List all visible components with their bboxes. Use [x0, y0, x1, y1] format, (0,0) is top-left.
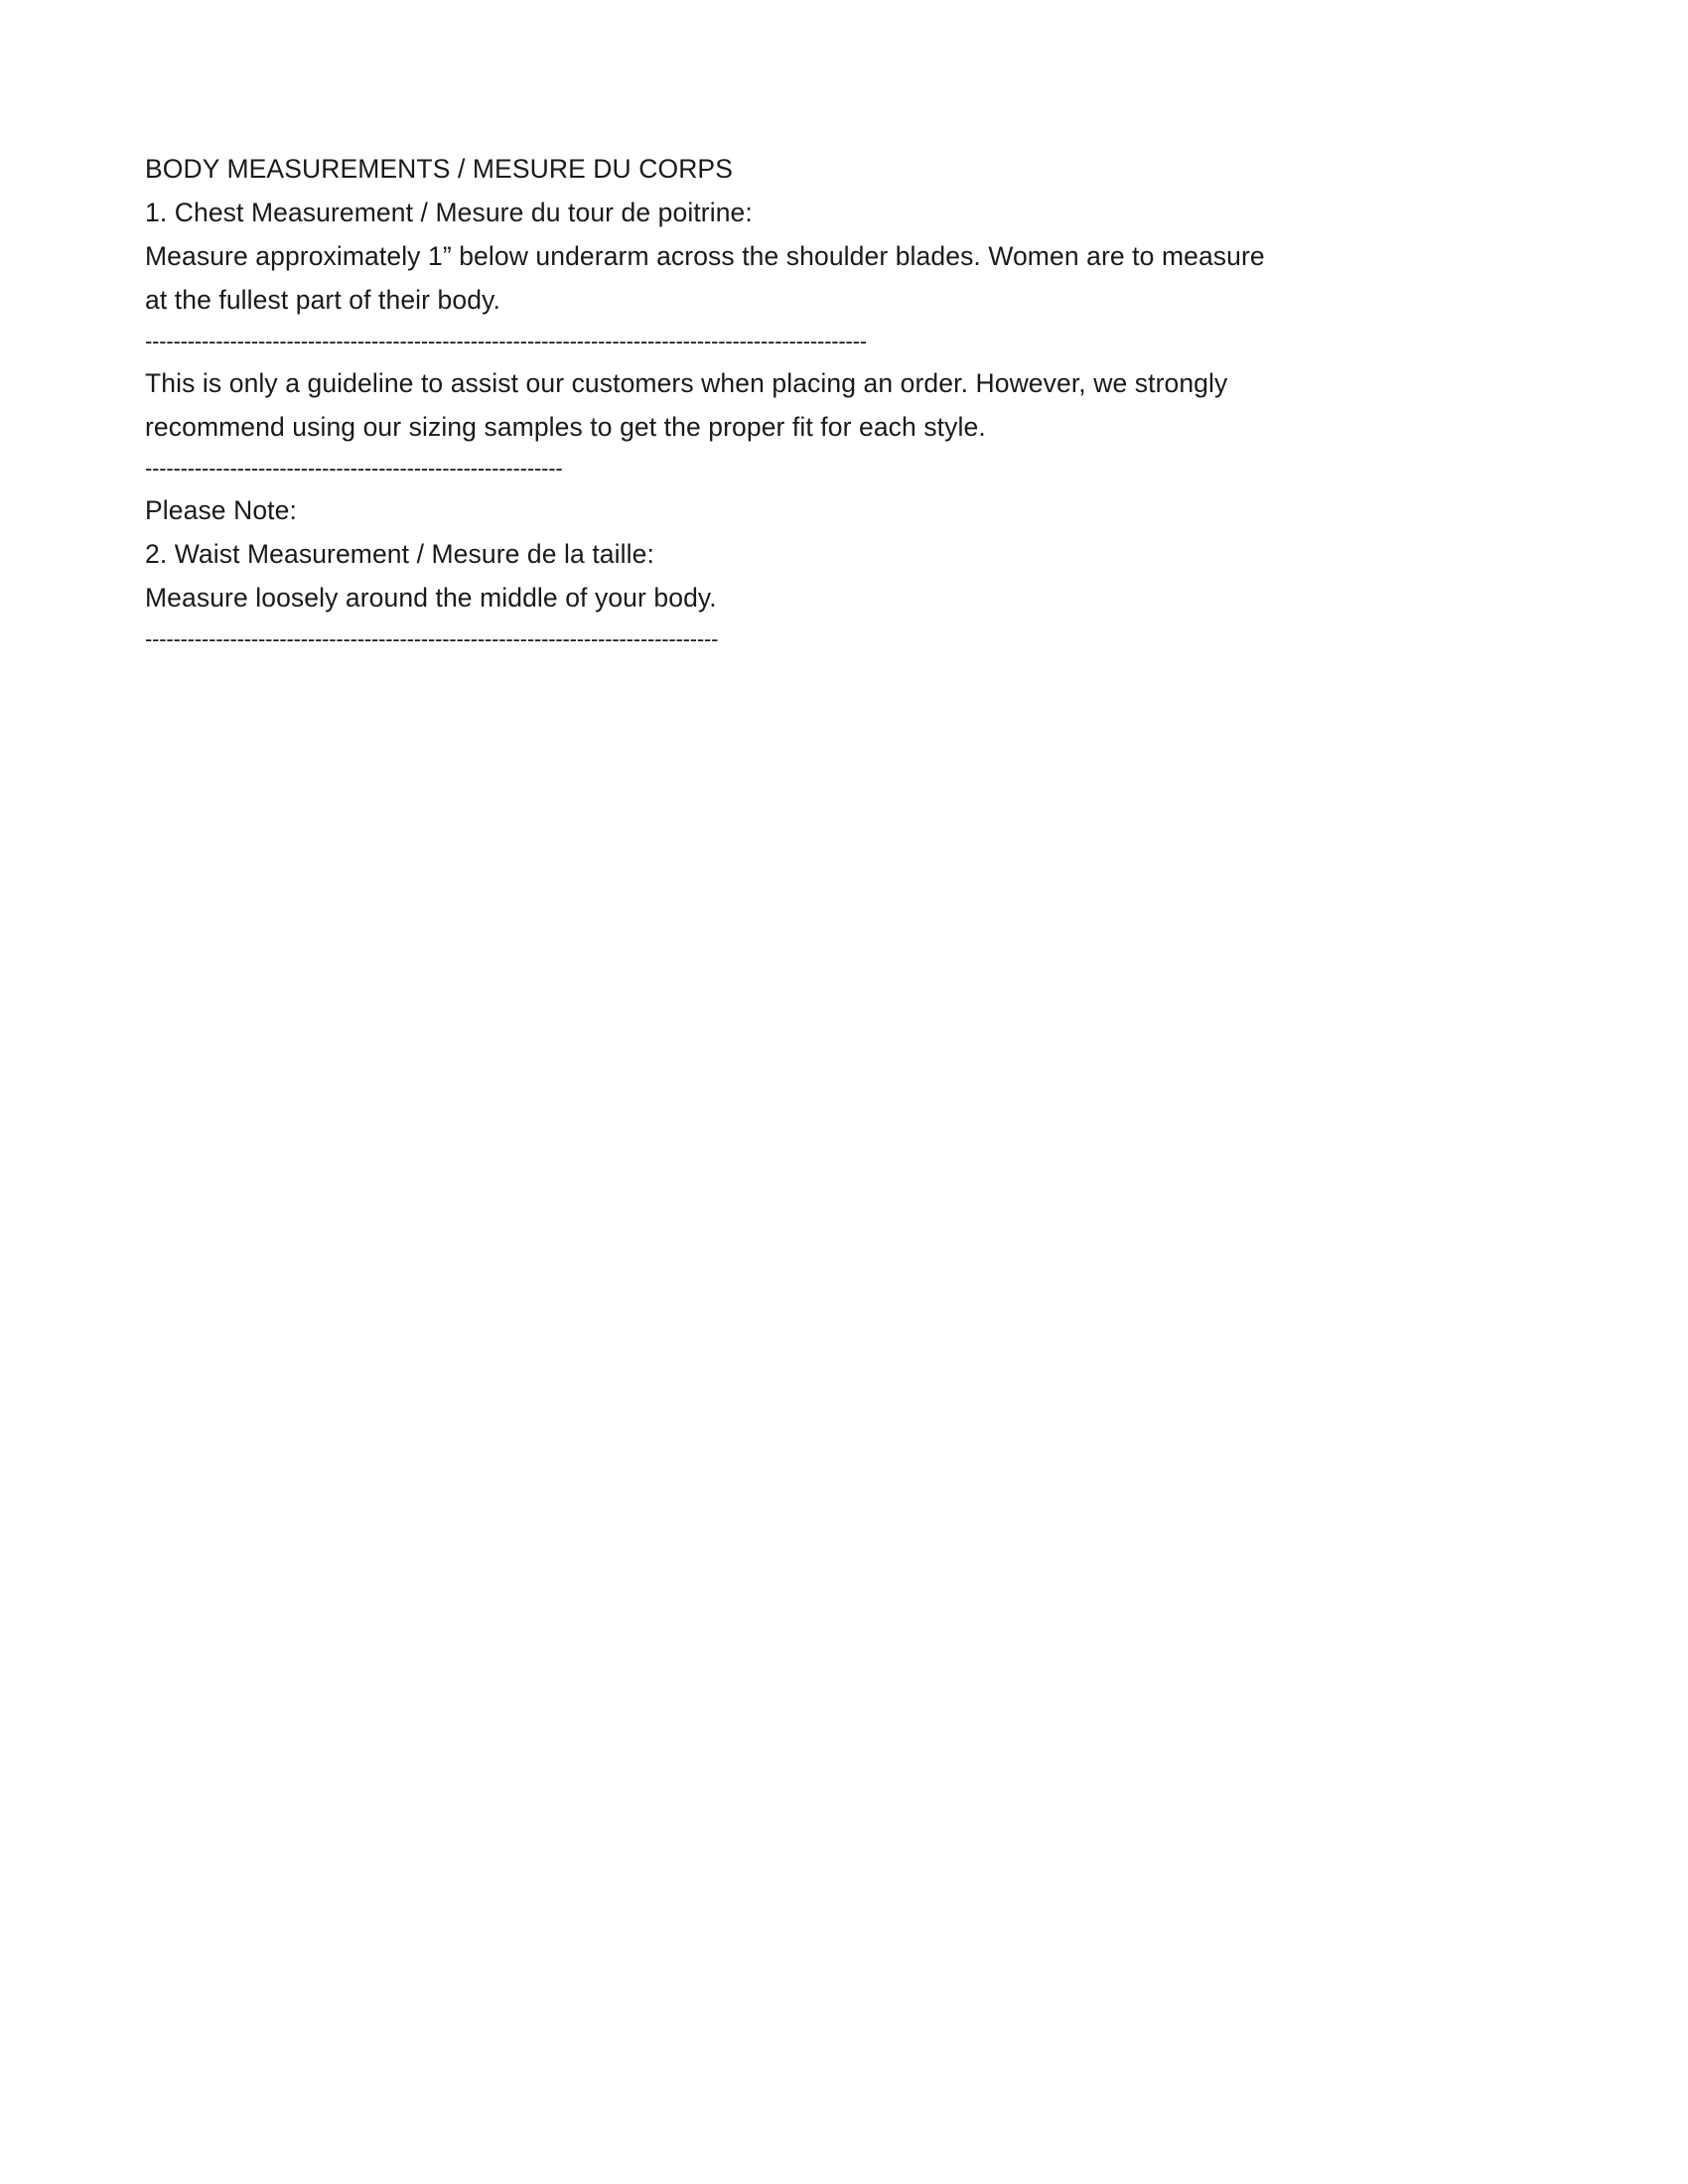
- waist-measurement-instructions: Measure loosely around the middle of your body.: [145, 583, 717, 613]
- chest-measurement-instructions: Measure approximately 1” below underarm across the shoulder blades. Women are to measure at the fullest part of their body.: [145, 241, 1265, 315]
- divider-3: ---------------------------------------------------------------------------------: [145, 626, 719, 651]
- chest-measurement-label: 1. Chest Measurement / Mesure du tour de poitrine:: [145, 198, 753, 227]
- divider-1: ------------------------------------------------------------------------------------------------------: [145, 329, 867, 353]
- document-body: [145, 147, 1336, 659]
- guideline-note: This is only a guideline to assist our customers when placing an order. However, we strongly recommend using our sizing samples to get the proper fit for each style.: [145, 368, 1228, 442]
- heading: BODY MEASUREMENTS / MESURE DU CORPS: [145, 154, 733, 184]
- divider-2: -----------------------------------------------------------: [145, 456, 563, 480]
- waist-measurement-label: 2. Waist Measurement / Mesure de la taille:: [145, 539, 654, 569]
- please-note-label: Please Note:: [145, 495, 297, 525]
